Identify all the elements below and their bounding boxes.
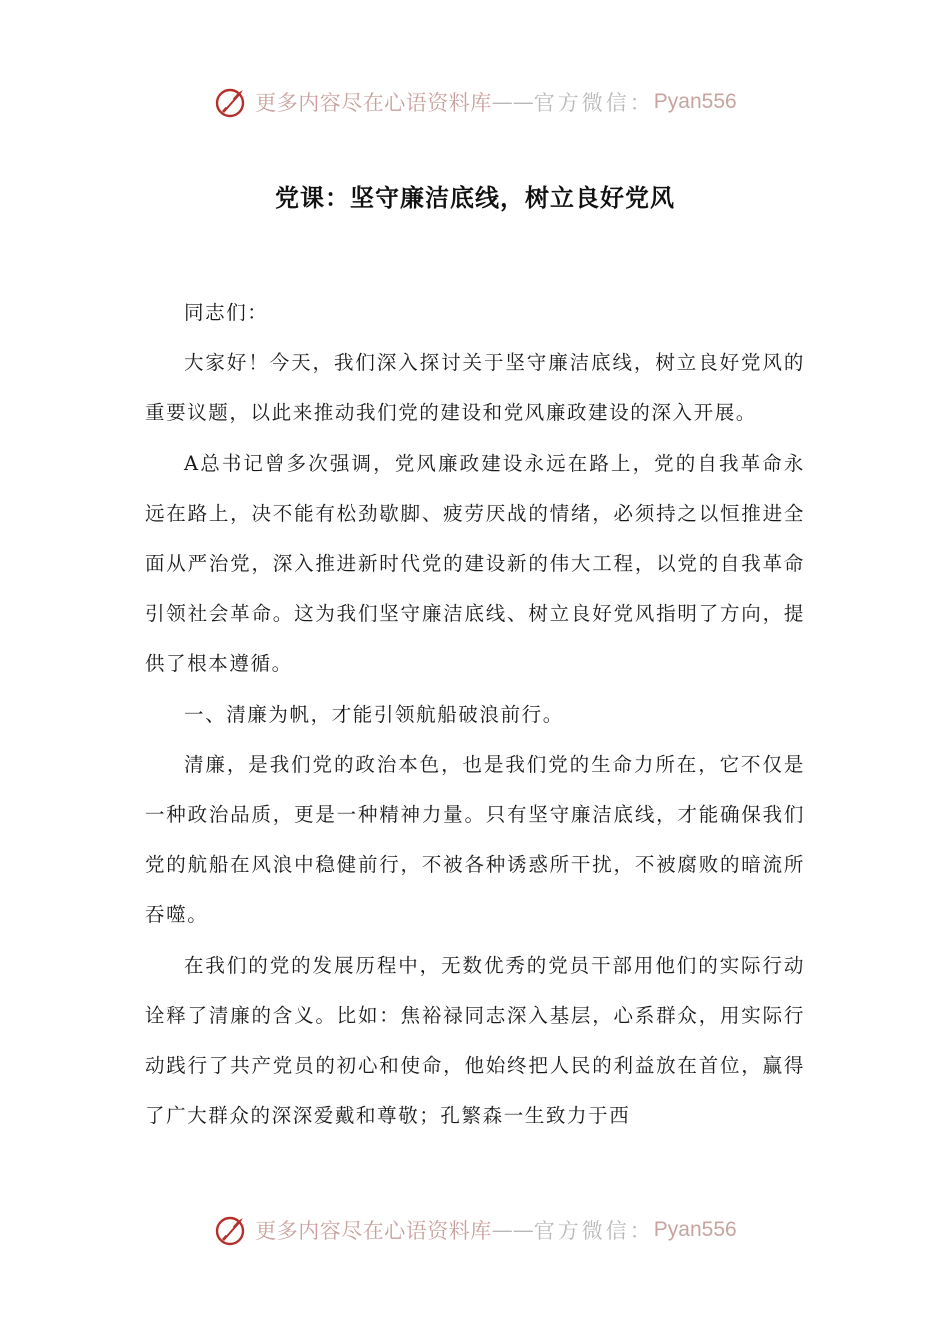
body-paragraph: 清廉，是我们党的政治本色，也是我们党的生命力所在，它不仅是一种政治品质，更是一种精神力量。只有坚守廉洁底线，才能确保我们党的航船在风浪中稳健前行，不被各种诱惑所干扰，不被腐败的暗流所吞噬。 [145,752,805,927]
body-paragraph: 大家好！今天，我们深入探讨关于坚守廉洁底线，树立良好党风的重要议题，以此来推动我们党的建设和党风廉政建设的深入开展。 [145,351,805,425]
banner-wechat-id: Pyan556 [653,90,737,113]
body-paragraph: 在我们的党的发展历程中，无数优秀的党员干部用他们的实际行动诠释了清廉的含义。比如：焦裕禄同志深入基层，心系群众，用实际行动践行了共产党员的初心和使命，他始终把人民的利益放在首位，赢得了广大群众的深深爱戴和尊敬；孔繁森一生致力于西 [145,953,805,1128]
banner-wechat-id: Pyan556 [653,1218,737,1241]
pen-nib-logo-icon [213,1212,249,1248]
header-banner [0,80,950,124]
body-paragraph: A总书记曾多次强调，党风廉政建设永远在路上，党的自我革命永远在路上，决不能有松劲歇脚、疲劳厌战的情绪，必须持之以恒推进全面从严治党，深入推进新时代党的建设新的伟大工程，以党的自我革命引领社会革命。这为我们坚守廉洁底线、树立良好党风指明了方向，提供了根本遵循。 [145,451,805,676]
salutation-paragraph: 同志们： [184,301,269,324]
banner-brand-text: 更多内容尽在心语资料库 [255,91,492,115]
banner-wechat-label: 官方微信： [533,91,654,115]
banner-separator: —— [491,90,534,114]
document-body [145,288,805,1141]
section-heading: 一、清廉为帆，才能引领航船破浪前行。 [184,702,564,726]
banner-brand-text: 更多内容尽在心语资料库 [255,1219,492,1243]
banner-separator: —— [491,1218,534,1242]
banner-wechat-label: 官方微信： [533,1219,654,1243]
document-title: 党课：坚守廉洁底线，树立良好党风 [275,183,675,212]
pen-nib-logo-icon [213,84,249,120]
footer-banner [0,1208,950,1252]
